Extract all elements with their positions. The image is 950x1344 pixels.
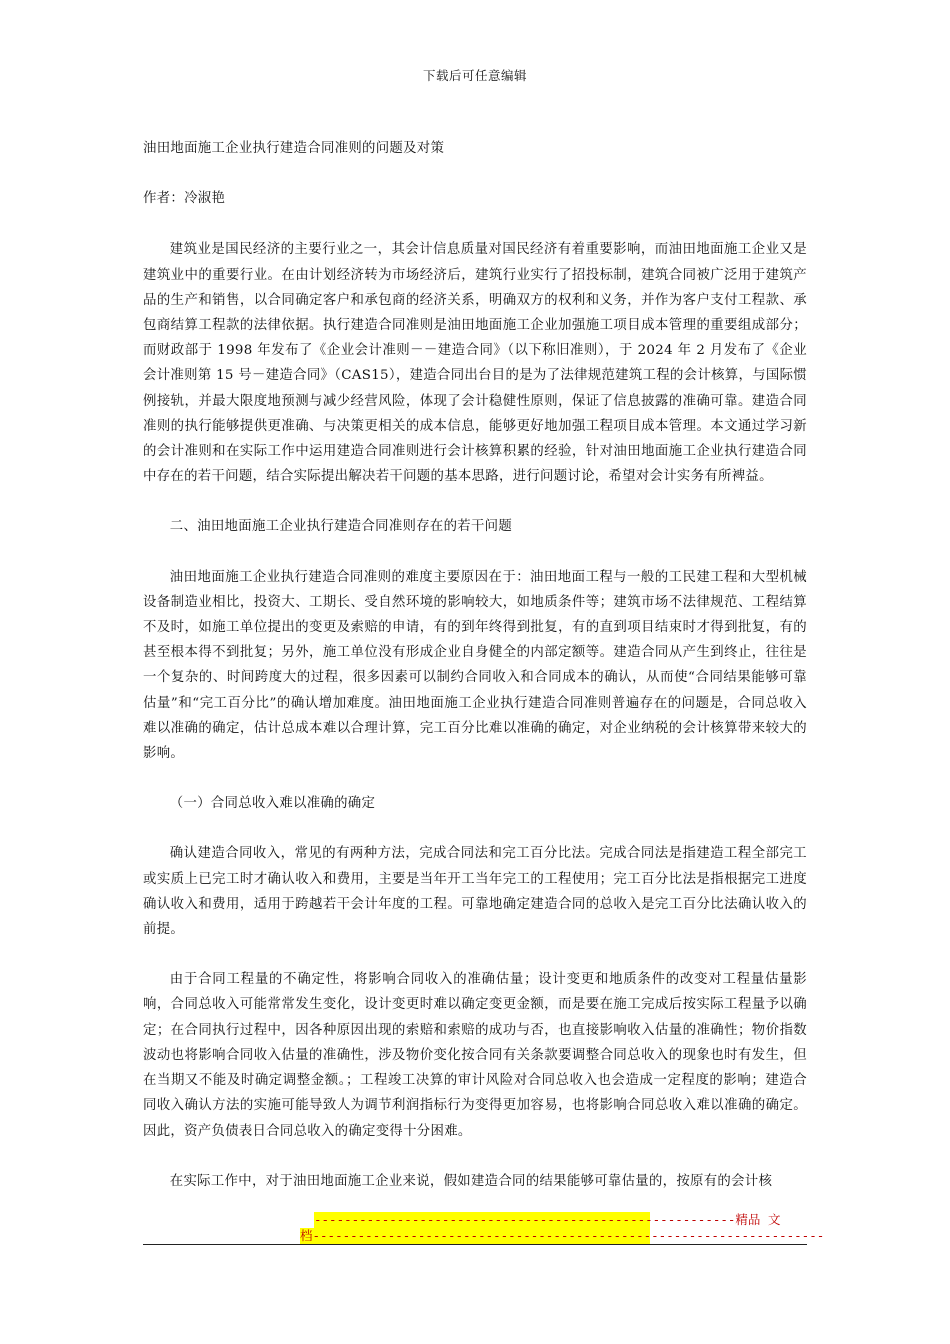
footer-divider <box>143 1244 807 1245</box>
document-title: 油田地面施工企业执行建造合同准则的问题及对策 <box>143 141 445 156</box>
subsection-1-paragraph-1: 确认建造合同收入，常见的有两种方法，完成合同法和完工百分比法。完成合同法是指建造工程全部完工或实质上已完工时才确认收入和费用，主要是当年开工当年完工的工程使用；完工百分比法是指根据完工进度确认收入和费用，适用于跨越若干会计年度的工程。可靠地确定建造合同的总收入是完工百分比法确认收入的前提。 <box>143 846 807 938</box>
document-author: 作者：冷淑艳 <box>143 191 226 207</box>
intro-paragraph: 建筑业是国民经济的主要行业之一，其会计信息质量对国民经济有着重要影响，而油田地面施工企业又是建筑业中的重要行业。在由计划经济转为市场经济后，建筑行业实行了招投标制，建筑合同被广泛用于建筑产品的生产和销售，以合同确定客户和承包商的经济关系，明确双方的权利和义务，并作为客户支付工程款、承包商结算工程款的法律依据。执行建造合同准则是油田地面施工企业加强施工项目成本管理的重要组成部分；而财政部于 1998 年发布了《企业会计准则－－建造合同》（以下称旧准则），于 2024 年 2 月发布了《企业会计准则第 15 号－建造合同》（CAS15），建造合同出台目的是为了法律规范建筑工程的会计核算，与国际惯例接轨，并最大限度地预测与减少经营风险，体现了会计稳健性原则，保证了信息披露的准确可靠。建造合同准则的执行能够提供更准确、与决策更相关的成本信息，能够更好地加强工程项目成本管理。本文通过学习新的会计准则和在实际工作中运用建造合同准则进行会计核算积累的经验，针对油田地面施工企业执行建造合同中存在的若干问题，结合实际提出解决若干问题的基本思路，进行问题讨论，希望对会计实务有所裨益。 <box>143 242 807 485</box>
footer-banner-line-2: 档-------------------------------------------------------------------- <box>300 1228 825 1243</box>
section-2-paragraph: 油田地面施工企业执行建造合同准则的难度主要原因在于：油田地面工程与一般的工民建工程和大型机械设备制造业相比，投资大、工期长、受自然环境的影响较大，如地质条件等；建筑市场不法律规范、工程结算不及时，如施工单位提出的变更及索赔的申请，有的到年终得到批复，有的直到项目结束时才得到批复，有的甚至根本得不到批复；另外，施工单位没有形成企业自身健全的内部定额等。建造合同从产生到终止，往往是一个复杂的、时间跨度大的过程，很多因素可以制约合同收入和合同成本的确认，从而使“合同结果能够可靠估量”和“完工百分比”的确认增加难度。油田地面施工企业执行建造合同准则普遍存在的问题是，合同总收入难以准确的确定，估计总成本难以合理计算，完工百分比难以准确的确定，对企业纳税的会计核算带来较大的影响。 <box>143 569 807 762</box>
subsection-1-paragraph-3: 在实际工作中，对于油田地面施工企业来说，假如建造合同的结果能够可靠估量的，按原有的会计核 <box>169 1173 773 1189</box>
subsection-1-paragraph-2: 由于合同工程量的不确定性，将影响合同收入的准确估量；设计变更和地质条件的改变对工程量估量影响，合同总收入可能常常发生变化，设计变更时难以确定变更金额，而是要在施工完成后按实际工程量予以确定；在合同执行过程中，因各种原因出现的索赔和索赔的成功与否，也直接影响收入估量的准确性；物价指数波动也将影响合同收入估量的准确性，涉及物价变化按合同有关条款要调整合同总收入的现象也时有发生，但在当期又不能及时确定调整金额。；工程竣工决算的审计风险对合同总收入也会造成一定程度的影响；建造合同收入确认方法的实施可能导致人为调节利润指标行为变得更加容易，也将影响合同总收入难以准确的确定。因此，资产负债表日合同总收入的确定变得十分困难。 <box>143 972 807 1139</box>
page-header-note: 下载后可任意编辑 <box>422 68 527 83</box>
section-2-heading: 二、油田地面施工企业执行建造合同准则存在的若干问题 <box>169 519 513 535</box>
footer-banner-line-1: --------------------------------------------------------精品 文 <box>314 1212 781 1227</box>
document-body <box>143 136 807 1219</box>
subsection-1-heading: （一）合同总收入难以准确的确定 <box>169 796 376 812</box>
footer-watermark-banner <box>300 1212 825 1244</box>
